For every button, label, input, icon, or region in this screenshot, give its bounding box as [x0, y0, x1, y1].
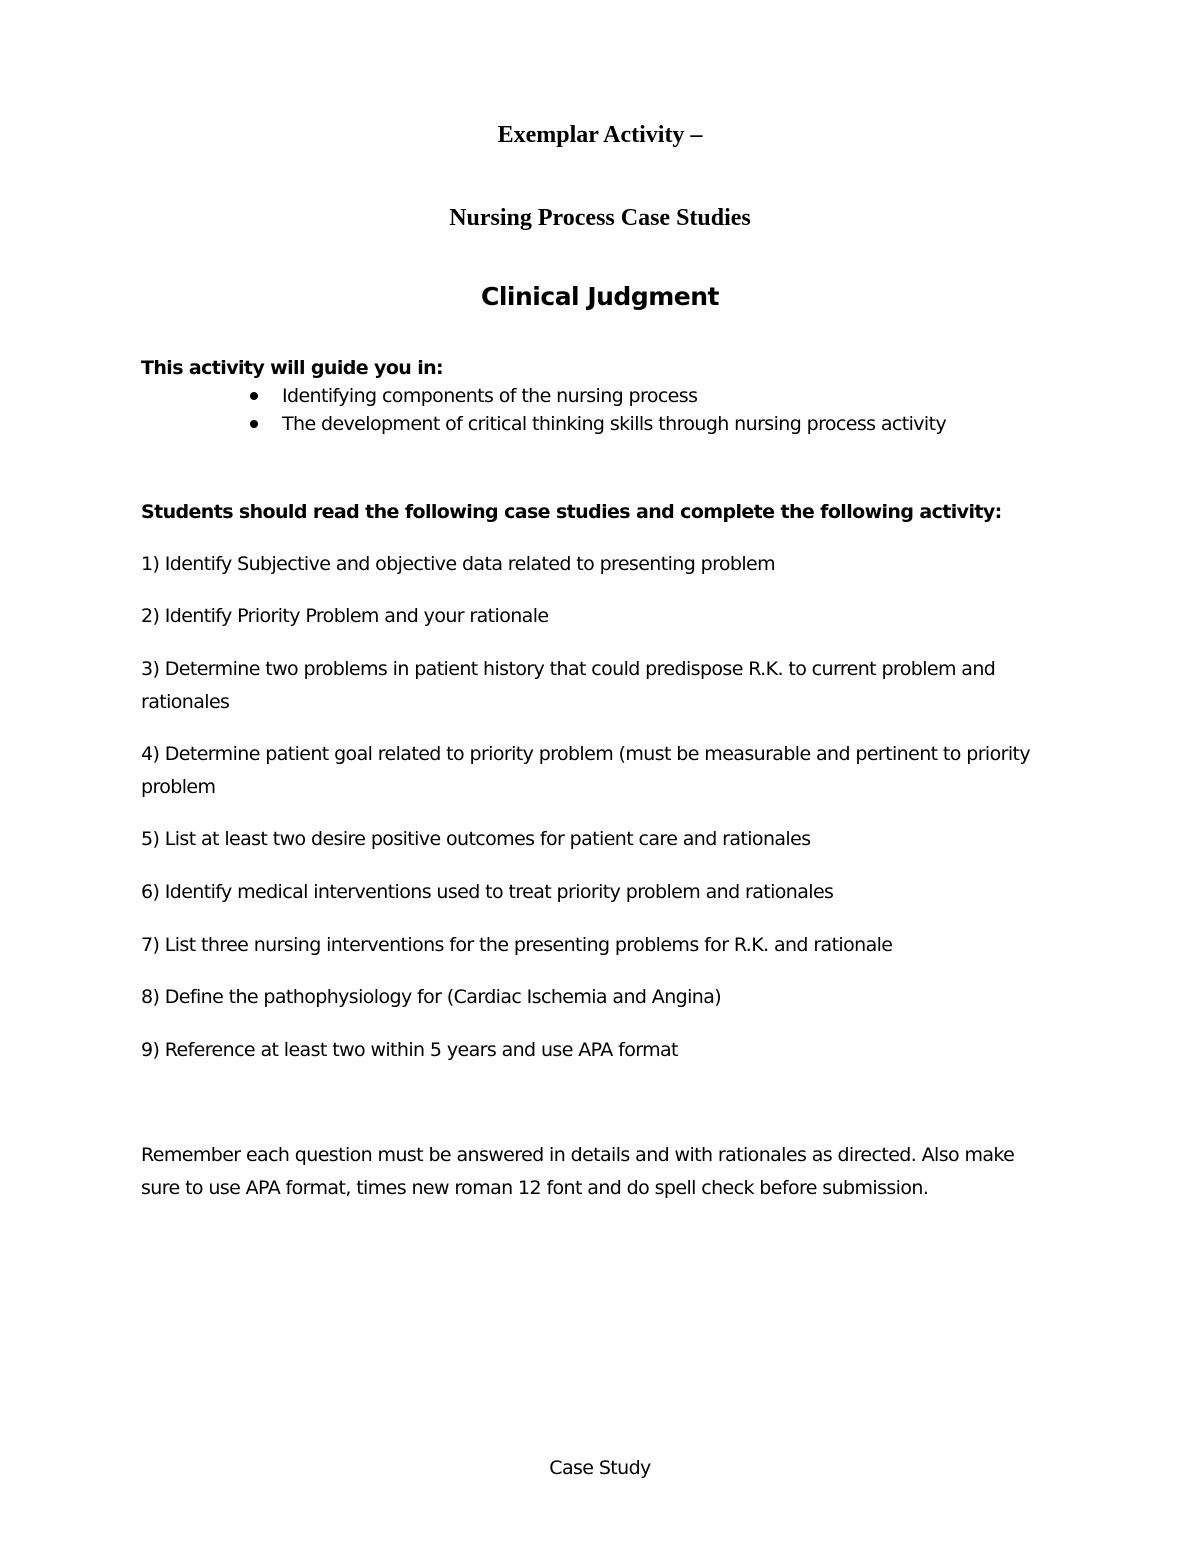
task-item-7: 7) List three nursing interventions for the presenting problems for R.K. and rationale — [141, 934, 893, 956]
task-item-5: 5) List at least two desire positive outcomes for patient care and rationales — [141, 828, 811, 850]
bullet-icon — [250, 420, 258, 428]
task-item-8: 8) Define the pathophysiology for (Cardiac Ischemia and Angina) — [141, 986, 722, 1008]
instructions-heading: Students should read the following case studies and complete the following activity: — [141, 501, 1002, 523]
guide-item-text: Identifying components of the nursing process — [282, 385, 698, 407]
subtitle: Clinical Judgment — [481, 282, 719, 311]
task-item-6: 6) Identify medical interventions used to treat priority problem and rationales — [141, 881, 834, 903]
task-item-2: 2) Identify Priority Problem and your rationale — [141, 605, 549, 627]
guide-item — [240, 382, 1100, 410]
guide-item-text: The development of critical thinking skills through nursing process activity — [282, 413, 947, 435]
intro-text: This activity will guide you in: — [141, 357, 444, 379]
reminder-text: Remember each question must be answered in details and with rationales as directed. Also make sure to use APA format, times new roman 12 font and do spell check before submission. — [141, 1144, 1015, 1199]
task-item-4: 4) Determine patient goal related to priority problem (must be measurable and pertinent to priority problem — [141, 743, 1031, 798]
guide-list — [240, 382, 1100, 438]
task-item-1: 1) Identify Subjective and objective data related to presenting problem — [141, 553, 776, 575]
guide-item — [240, 410, 1100, 438]
page-footer: Case Study — [549, 1457, 651, 1479]
title-line-2: Nursing Process Case Studies — [449, 205, 751, 231]
bullet-icon — [250, 392, 258, 400]
task-item-9: 9) Reference at least two within 5 years and use APA format — [141, 1039, 678, 1061]
title-line-1: Exemplar Activity – — [497, 122, 703, 148]
task-item-3: 3) Determine two problems in patient history that could predispose R.K. to current problem and rationales — [141, 658, 996, 713]
